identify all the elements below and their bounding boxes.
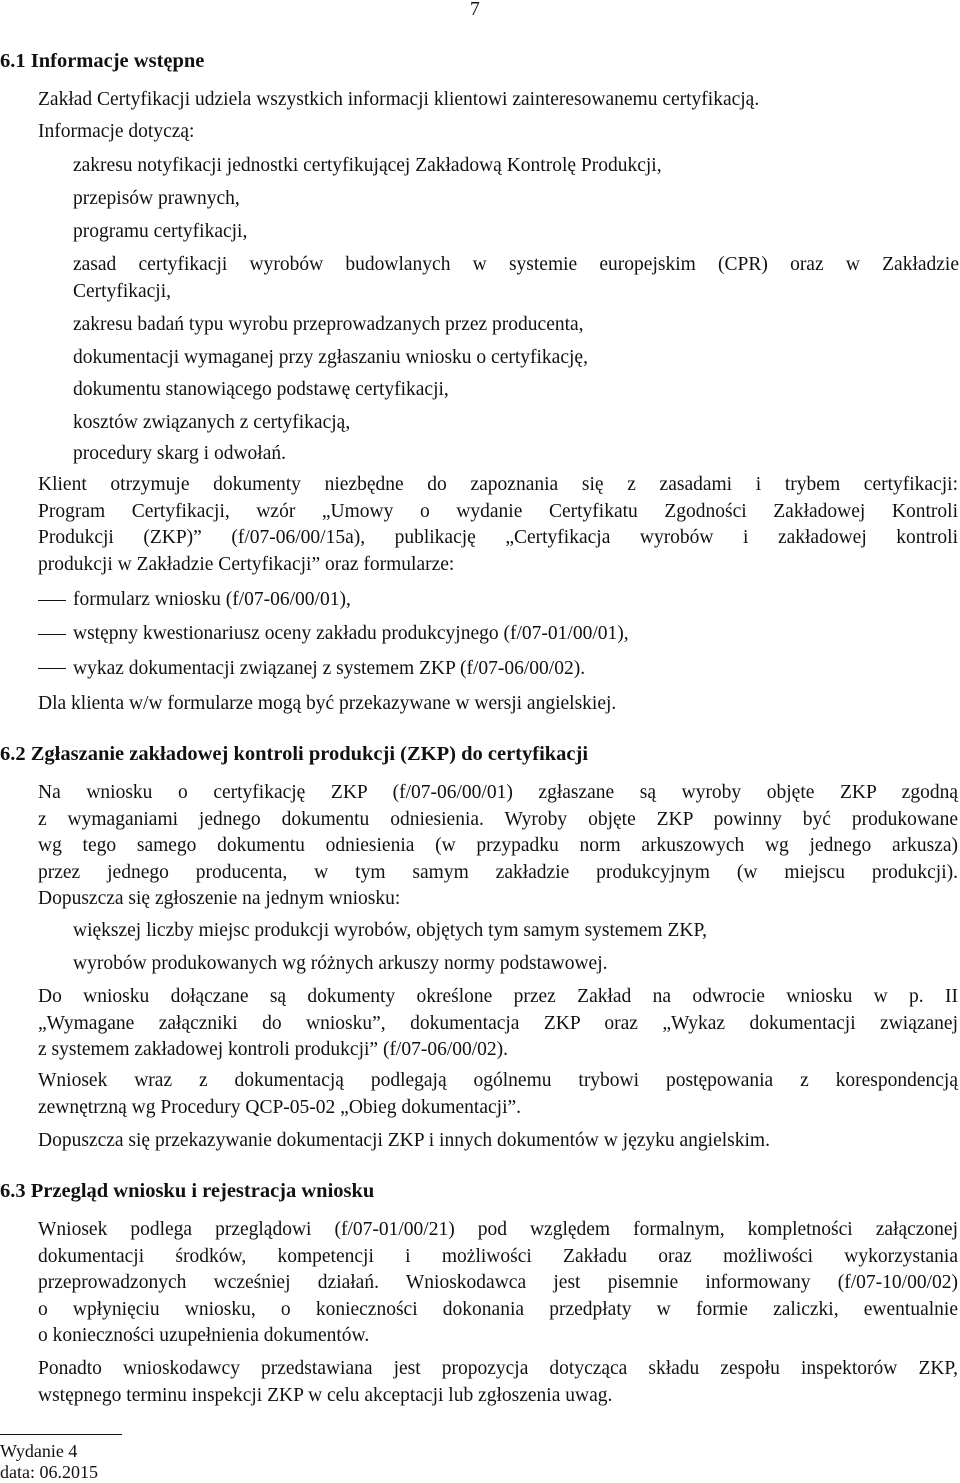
list-item: kosztów związanych z certyfikacją, — [73, 412, 351, 433]
paragraph-line: Klient otrzymuje dokumenty niezbędne do zapoznania się z zasadami i trybem certyfikacji: — [38, 474, 958, 495]
list-item: przepisów prawnych, — [73, 188, 240, 209]
paragraph-line: dokumentacji środków, kompetencji i możliwości Zakładu oraz możliwości wykorzystania — [38, 1245, 958, 1267]
paragraph-line: Program Certyfikacji, wzór „Umowy o wydanie Certyfikatu Zgodności Zakładowej Kontroli — [38, 500, 958, 522]
paragraph-line: Do wniosku dołączane są dokumenty określone przez Zakład na odwrocie wniosku w p. II — [38, 986, 958, 1007]
dash-bullet — [38, 668, 66, 669]
dash-bullet — [38, 634, 66, 635]
section-6-2-paragraph-4: Dopuszcza się przekazywanie dokumentacji ZKP i innych dokumentów w języku angielskim. — [38, 1130, 770, 1151]
dash-bullet — [38, 600, 66, 601]
page-number: 7 — [470, 0, 480, 20]
paragraph-line: z wymaganiami jednego dokumentu odniesienia. Wyroby objęte ZKP powinny być produkowane — [38, 808, 958, 830]
form-list-item: formularz wniosku (f/07-06/00/01), — [73, 589, 351, 610]
section-6-1-lead: Informacje dotyczą: — [38, 121, 195, 142]
list-item: dokumentacji wymaganej przy zgłaszaniu wniosku o certyfikację, — [73, 347, 588, 368]
paragraph-line: „Wymagane załączniki do wniosku”, dokumentacja ZKP oraz „Wykaz dokumentacji związanej — [38, 1012, 958, 1034]
section-6-2-paragraph-1 — [38, 780, 958, 913]
section-6-1-klient-paragraph — [38, 472, 958, 578]
list-item: większej liczby miejsc produkcji wyrobów, objętych tym samym systemem ZKP, — [73, 920, 707, 941]
footer-date: data: 06.2015 — [0, 1462, 98, 1482]
paragraph-line: przez jednego producenta, w tym samym zakładzie produkcyjnym (w miejscu produkcji). — [38, 861, 958, 883]
list-item: zakresu badań typu wyrobu przeprowadzanych przez producenta, — [73, 314, 584, 335]
footer-divider — [0, 1434, 122, 1435]
list-item: Certyfikacji, — [73, 281, 172, 302]
paragraph-line: wg tego samego dokumentu odniesienia (w przypadku norm arkuszowych wg jednego arkusza) — [38, 835, 958, 856]
paragraph-line: Produkcji (ZKP)” (f/07-06/00/15a), publikację „Certyfikacja wyrobów i zakładowej kontroli — [38, 527, 958, 548]
section-6-3-paragraph-2 — [38, 1356, 958, 1409]
list-item: dokumentu stanowiącego podstawę certyfikacji, — [73, 379, 449, 400]
paragraph-line: Na wniosku o certyfikację ZKP (f/07-06/00/01) zgłaszane są wyroby objęte ZKP zgodną — [38, 782, 958, 803]
section-6-1-intro: Zakład Certyfikacji udziela wszystkich informacji klientowi zainteresowanemu certyfikacją. — [38, 89, 760, 110]
section-6-2-heading: 6.2 Zgłaszanie zakładowej kontroli produkcji (ZKP) do certyfikacji — [0, 743, 589, 765]
list-item: programu certyfikacji, — [73, 221, 248, 242]
paragraph-line: zewnętrzną wg Procedury QCP-05-02 „Obieg dokumentacji”. — [38, 1096, 522, 1118]
paragraph-line: produkcji w Zakładzie Certyfikacji” oraz formularze: — [38, 553, 455, 575]
paragraph-line: o wpłynięciu wniosku, o konieczności dokonania przedpłaty w formie zaliczki, ewentualnie — [38, 1298, 958, 1320]
list-item: zakresu notyfikacji jednostki certyfikującej Zakładową Kontrolę Produkcji, — [73, 155, 662, 176]
section-6-1-heading: 6.1 Informacje wstępne — [0, 50, 205, 72]
list-item: procedury skarg i odwołań. — [73, 443, 287, 464]
section-6-1-english-note: Dla klienta w/w formularze mogą być przekazywane w wersji angielskiej. — [38, 693, 617, 714]
paragraph-line: wstępnego terminu inspekcji ZKP w celu akceptacji lub zgłoszenia uwag. — [38, 1384, 613, 1406]
paragraph-line: Dopuszcza się zgłoszenie na jednym wniosku: — [38, 888, 401, 909]
section-6-3-paragraph-1 — [38, 1217, 958, 1350]
list-item: zasad certyfikacji wyrobów budowlanych w systemie europejskim (CPR) oraz w Zakładzie — [73, 254, 959, 275]
section-6-2-paragraph-3 — [38, 1068, 958, 1121]
footer-edition: Wydanie 4 — [0, 1441, 78, 1461]
paragraph-line: Ponadto wnioskodawcy przedstawiana jest propozycja dotycząca składu zespołu inspektorów ZKP, — [38, 1358, 958, 1379]
paragraph-line: Wniosek podlega przeglądowi (f/07-01/00/21) pod względem formalnym, kompletności załączonej — [38, 1219, 958, 1240]
paragraph-line: Wniosek wraz z dokumentacją podlegają ogólnemu trybowi postępowania z korespondencją — [38, 1070, 958, 1091]
section-6-3-heading: 6.3 Przegląd wniosku i rejestracja wniosku — [0, 1180, 375, 1202]
paragraph-line: o konieczności uzupełnienia dokumentów. — [38, 1325, 370, 1346]
section-6-2-paragraph-2 — [38, 984, 958, 1064]
paragraph-line: z systemem zakładowej kontroli produkcji” (f/07-06/00/02). — [38, 1039, 509, 1060]
paragraph-line: przeprowadzonych wcześniej działań. Wnioskodawca jest pisemnie informowany (f/07-10/00/02) — [38, 1272, 958, 1293]
form-list-item: wstępny kwestionariusz oceny zakładu produkcyjnego (f/07-01/00/01), — [73, 623, 629, 644]
list-item: wyrobów produkowanych wg różnych arkuszy normy podstawowej. — [73, 953, 608, 974]
form-list-item: wykaz dokumentacji związanej z systemem ZKP (f/07-06/00/02). — [73, 658, 586, 679]
